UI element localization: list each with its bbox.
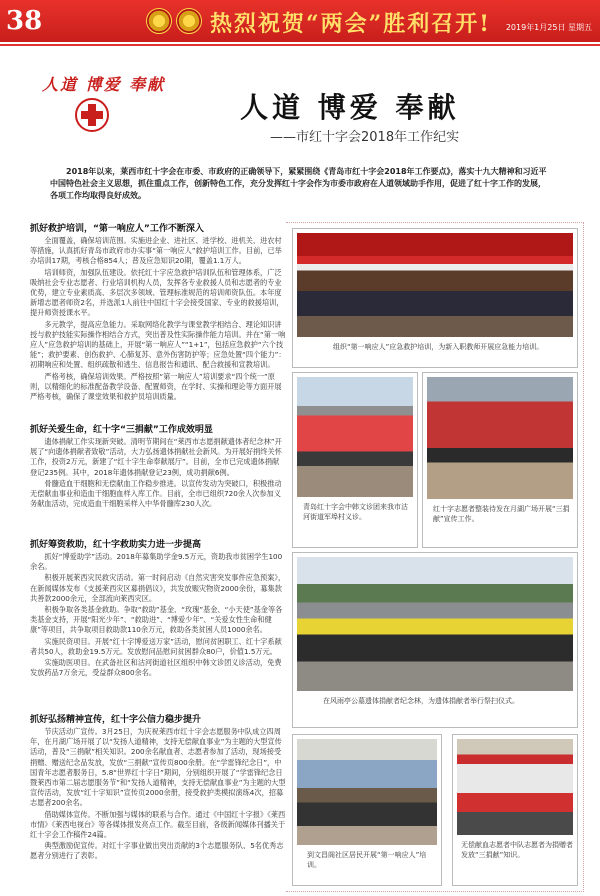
photo-training-session — [292, 228, 578, 368]
photo-image — [297, 377, 413, 497]
paragraph: 骨髓造血干细胞和无偿献血工作稳步推进。以宣传发动为突破口，积极推动无偿献血事业和造血干细胞血样入库工作。目前，全市已组织720余人次参加义务献血活动，完成造血干细胞采样入中华骨髓库230人次。 — [30, 478, 282, 509]
paragraph: 培训师资，加强队伍建设。依托红十字应急救护培训队伍和管理体系，广泛吸纳社会专业志愿者、行业培训机构人员，发挥各专业救援人员和志愿者的专业优势，建立专业素质高、多层次多领域、管理标准规范的培训师资队伍。本年度新增志愿者师资2名，并选派1人前往中国红十字会接受国家、专业的救援培训，提升师资授课水平。 — [30, 267, 284, 318]
national-emblem-icon — [146, 8, 172, 34]
photo-free-clinic — [292, 372, 418, 548]
section-body — [30, 552, 286, 679]
photo-image — [457, 739, 573, 835]
paragraph: 借助媒体宣传。不断加强与媒体的联系与合作。通过《中国红十字报》《莱西市情》《莱西电视台》等各媒体报发亮点工作。截至目前，各级新闻媒体刊播关于红十字会工作稿件24篇。 — [30, 809, 286, 840]
photo-caption: 在风雨亭公墓遗体捐献者纪念林，为遗体捐献者举行祭扫仪式。 — [323, 697, 519, 705]
photo-image — [297, 233, 573, 337]
paragraph: 遗体捐献工作实现新突破。清明节期间在“莱西市志愿捐献遗体者纪念林”开展了“向遗体捐献者致敬”活动，大力弘扬遗体捐献社会新风。为开展好捐终关怀工作，投资2万元，新建了“红十字生命奉献展厅”。目前，全市已完成遗体捐献登记235例。其中，2018年遗体捐献登记23例，成功捐献6例。 — [30, 437, 282, 477]
paragraph: 抓好“博爱助学”活动。2018年募集助学金9.5万元，资助我市贫困学生100余名。 — [30, 552, 283, 572]
masthead-banner — [0, 0, 600, 42]
photo-caption: 无偿献血志愿者中队志愿者为捐赠者发放“三捐献”知识。 — [461, 841, 573, 859]
photo-caption: 红十字志愿者整装待发在月湖广场开展“三捐献”宣传工作。 — [433, 505, 570, 523]
article-title: 人道 博爱 奉献 — [240, 91, 460, 124]
issue-date: 2019年1月25日 星期五 — [505, 23, 592, 32]
section-heading: 抓好救护培训，“第一响应人”工作不断深入 — [30, 224, 204, 234]
banner-title: 热烈祝贺“两会”胜利召开! — [210, 11, 491, 37]
photo-image — [427, 377, 573, 499]
section-body — [30, 236, 286, 403]
photo-caption: 到文昌阁社区居民开展“第一响应人”培训。 — [307, 851, 427, 869]
section-body — [30, 727, 286, 863]
intro-paragraph: 2018年以来，莱西市红十字会在市委、市政府的正确领导下，紧紧围绕《青岛市红十字会2018年工作要点》，落实十九大精神和习近平中国特色社会主义思想，抓住重点工作，创新特色工作，充分发挥红十字会作为市委市政府在人道领域助手作用，促进了红十字工作的发展，各项工作均取得良好成效。 — [50, 167, 547, 200]
photo-community-training — [292, 734, 442, 886]
section-body — [30, 437, 286, 510]
section-heading: 抓好弘扬精神宣传，红十字公信力稳步提升 — [30, 715, 202, 725]
article-subtitle: ——市红十字会2018年工作纪实 — [270, 130, 460, 145]
photo-memorial-ceremony — [292, 552, 578, 728]
page-number: 38 — [6, 6, 43, 36]
photo-image — [297, 557, 573, 691]
red-cross-icon — [75, 98, 109, 132]
paragraph: 多元教学，提高应急能力。采取网络化教学与课堂教学相结合、理论知识讲授与救护技能实际操作相结合方式，突出普及性实际操作能力培训。并在“第一响应人”应急救护培训的基础上，开展“第一响应人”“1+1”，包括应急救护“六个技能”；救护要素、创伤救护、心肺复苏、意外伤害防护等；应急处置“四个能力”：初期响应和处置、组织疏散和逃生、信息报告和通讯、配合救援和宣教培训。 — [30, 319, 286, 370]
paragraph: 节庆活动广宣传。3月25日，为庆祝莱西市红十字会志愿服务中队成立四周年，在月湖广场开展了以“发扬人道精神，支持无偿献血事业”为主题的大型宣传活动，普及“三捐献”相关知识。200余名献血者、志愿者参加了活动，现场接受捐赠、赠送纪念品发放，发放“三捐献”宣传页800余册。在“学雷锋纪念日”，中国青年志愿者服务日，5.8“世界红十字日”期间，分别组织开展了“学雷锋纪念日暨莱西市第二届志愿服务节”和“发扬人道精神，支持无偿献血事业”为主题的大型宣传活动，发放“红十字知识”宣传页2000余册，接受救护类模拟演练4次，招募志愿者200余名。 — [30, 727, 286, 808]
section-heading: 抓好关爱生命，红十字“三捐献”工作成效明显 — [30, 425, 213, 435]
photo-caption: 青岛红十字会中韩文诊团来我市沽河街道军埠村义诊。 — [303, 503, 408, 521]
section-heading: 抓好筹资救助，红十字救助实力进一步提高 — [30, 540, 202, 550]
paragraph: 严格考核，确保培训效果。严格按照“第一响应人”培训要求“四个统一”原则，以精细化的标准配备教学设备、配置师资，在学时、实操和理论等方面开展严格考核，确保了课堂效果和救护员培训质量。 — [30, 371, 282, 402]
red-cross-logo — [20, 72, 170, 152]
party-emblem-icon — [176, 8, 202, 34]
photo-image — [297, 739, 437, 845]
paragraph: 典型激励促宣传。对红十字事业做出突出贡献的3个志愿服务队、5名优秀志愿者分别进行了表彰。 — [30, 841, 284, 861]
logo-slogan: 人道 博爱 奉献 — [42, 75, 166, 94]
photo-volunteers-square — [422, 372, 578, 548]
photo-caption: 组织“第一响应人”应急救护培训，为新入职教师开展应急能力培训。 — [333, 343, 544, 351]
paragraph: 积极开展莱西灾民救灾活动。第一时间启动《自然灾害突发事件应急预案》，在新闻媒体发布《支援莱西灾区募捐倡议》，共发放赈灾物资2000余份，募集款共善款2000余元，全部流向莱西灾区。 — [30, 573, 286, 603]
divider — [0, 44, 600, 46]
photo-blood-donation-volunteers — [452, 734, 578, 886]
paragraph: 积极争取各类基金救助。争取“救助”基金、“玫瑰”基金、“小天使”基金等各类基金支持，开展“阳光少年”、“救助进”、“博爱少年”、“关爱女性生命和健康”等项目，共争取项目救助款110余万元，救助各类贫困人员1000余名。 — [30, 605, 283, 635]
paragraph: 实施民资项目。开展“红十字博爱送万家”活动，慰问贫困职工、红十字系献者共50人，救助金19.5万元。发放慰问品慰问贫困群众80户，价值1.5万元。 — [30, 636, 282, 656]
paragraph: 实施助医项目。在武备社区和沽河街道社区组织中韩文诊团义诊活动，免费发放药品7万余元，受益群众800余名。 — [30, 658, 282, 678]
paragraph: 全面覆盖，确保培训范围。实施进企业、进社区、进学校、进机关、进农村等措施，认真抓好青岛市政府市办实事“第一响应人”救护培训工作。目前，已举办培训17期，考核合格854人；普及应急知识20期，覆盖1.1万人。 — [30, 236, 282, 266]
